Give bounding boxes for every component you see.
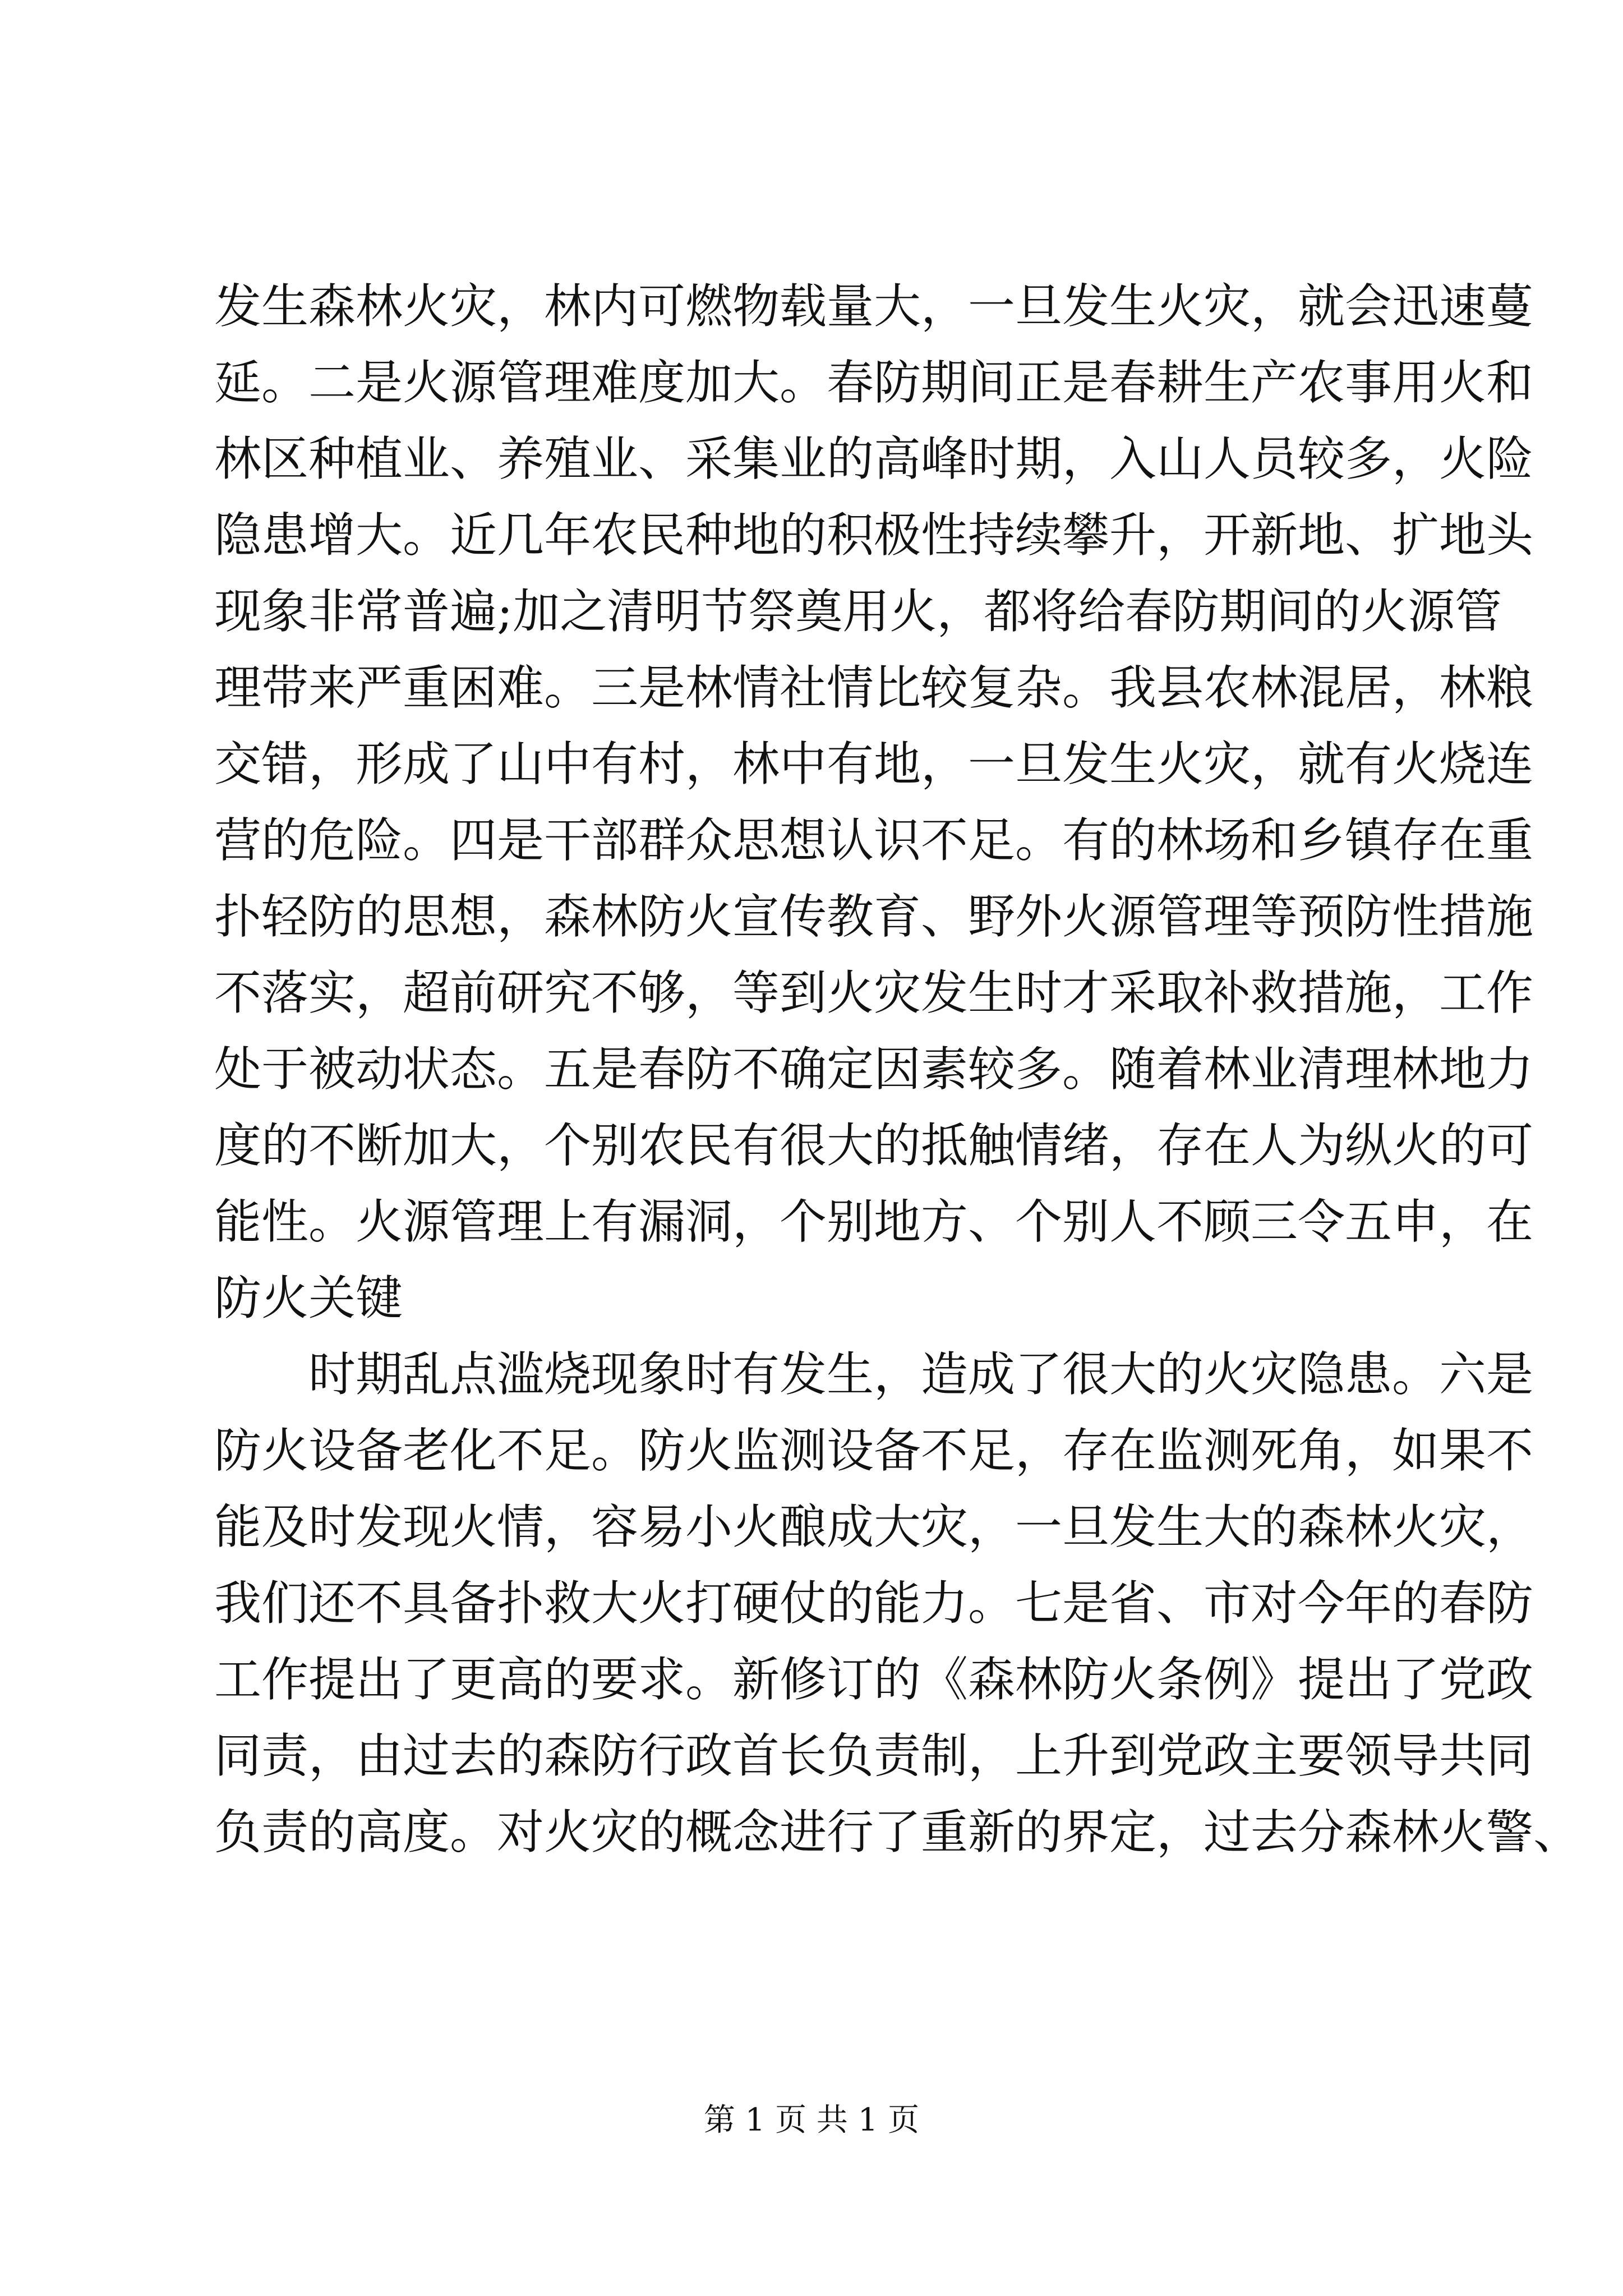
- text-line: 林区种植业、养殖业、采集业的高峰时期，入山人员较多，火险: [214, 431, 1534, 486]
- body-text: [214, 268, 1581, 1870]
- text-line: 延。二是火源管理难度加大。春防期间正是春耕生产农事用火和: [214, 355, 1534, 410]
- text-line: 同责，由过去的森防行政首长负责制，上升到党政主要领导共同: [214, 1728, 1534, 1783]
- text-line: 发生森林火灾，林内可燃物载量大，一旦发生火灾，就会迅速蔓: [214, 279, 1534, 334]
- text-line: 能性。火源管理上有漏洞，个别地方、个别人不顾三令五申，在: [214, 1194, 1534, 1249]
- text-line: 能及时发现火情，容易小火酿成大灾，一旦发生大的森林火灾，: [214, 1499, 1534, 1554]
- text-line: 负责的高度。对火灾的概念进行了重新的界定，过去分森林火警、: [214, 1805, 1581, 1860]
- text-line: 理带来严重困难。三是林情社情比较复杂。我县农林混居，林粮: [214, 660, 1534, 715]
- paragraph-first-line: 时期乱点滥烧现象时有发生，造成了很大的火灾隐患。六是: [308, 1347, 1534, 1402]
- text-line: 营的危险。四是干部群众思想认识不足。有的林场和乡镇存在重: [214, 813, 1534, 868]
- text-line: 工作提出了更高的要求。新修订的《森林防火条例》提出了党政: [214, 1652, 1534, 1707]
- text-line: 防火设备老化不足。防火监测设备不足，存在监测死角，如果不: [214, 1423, 1534, 1478]
- page-footer: [0, 2098, 1623, 2143]
- text-line: 隐患增大。近几年农民种地的积极性持续攀升，开新地、扩地头: [214, 508, 1534, 563]
- text-line: 不落实，超前研究不够，等到火灾发生时才采取补救措施，工作: [214, 965, 1534, 1020]
- text-line: 我们还不具备扑救大火打硬仗的能力。七是省、市对今年的春防: [214, 1576, 1534, 1631]
- text-line: 扑轻防的思想，森林防火宣传教育、野外火源管理等预防性措施: [214, 889, 1534, 944]
- text-line: 处于被动状态。五是春防不确定因素较多。随着林业清理林地力: [214, 1042, 1534, 1097]
- page-number-label: 第 1 页 共 1 页: [703, 2102, 920, 2138]
- text-line: 现象非常普遍;加之清明节祭奠用火，都将给春防期间的火源管: [214, 584, 1502, 639]
- text-line: 度的不断加大，个别农民有很大的抵触情绪，存在人为纵火的可: [214, 1118, 1534, 1173]
- text-line: 交错，形成了山中有村，林中有地，一旦发生火灾，就有火烧连: [214, 737, 1534, 792]
- text-line: 防火关键: [214, 1271, 403, 1326]
